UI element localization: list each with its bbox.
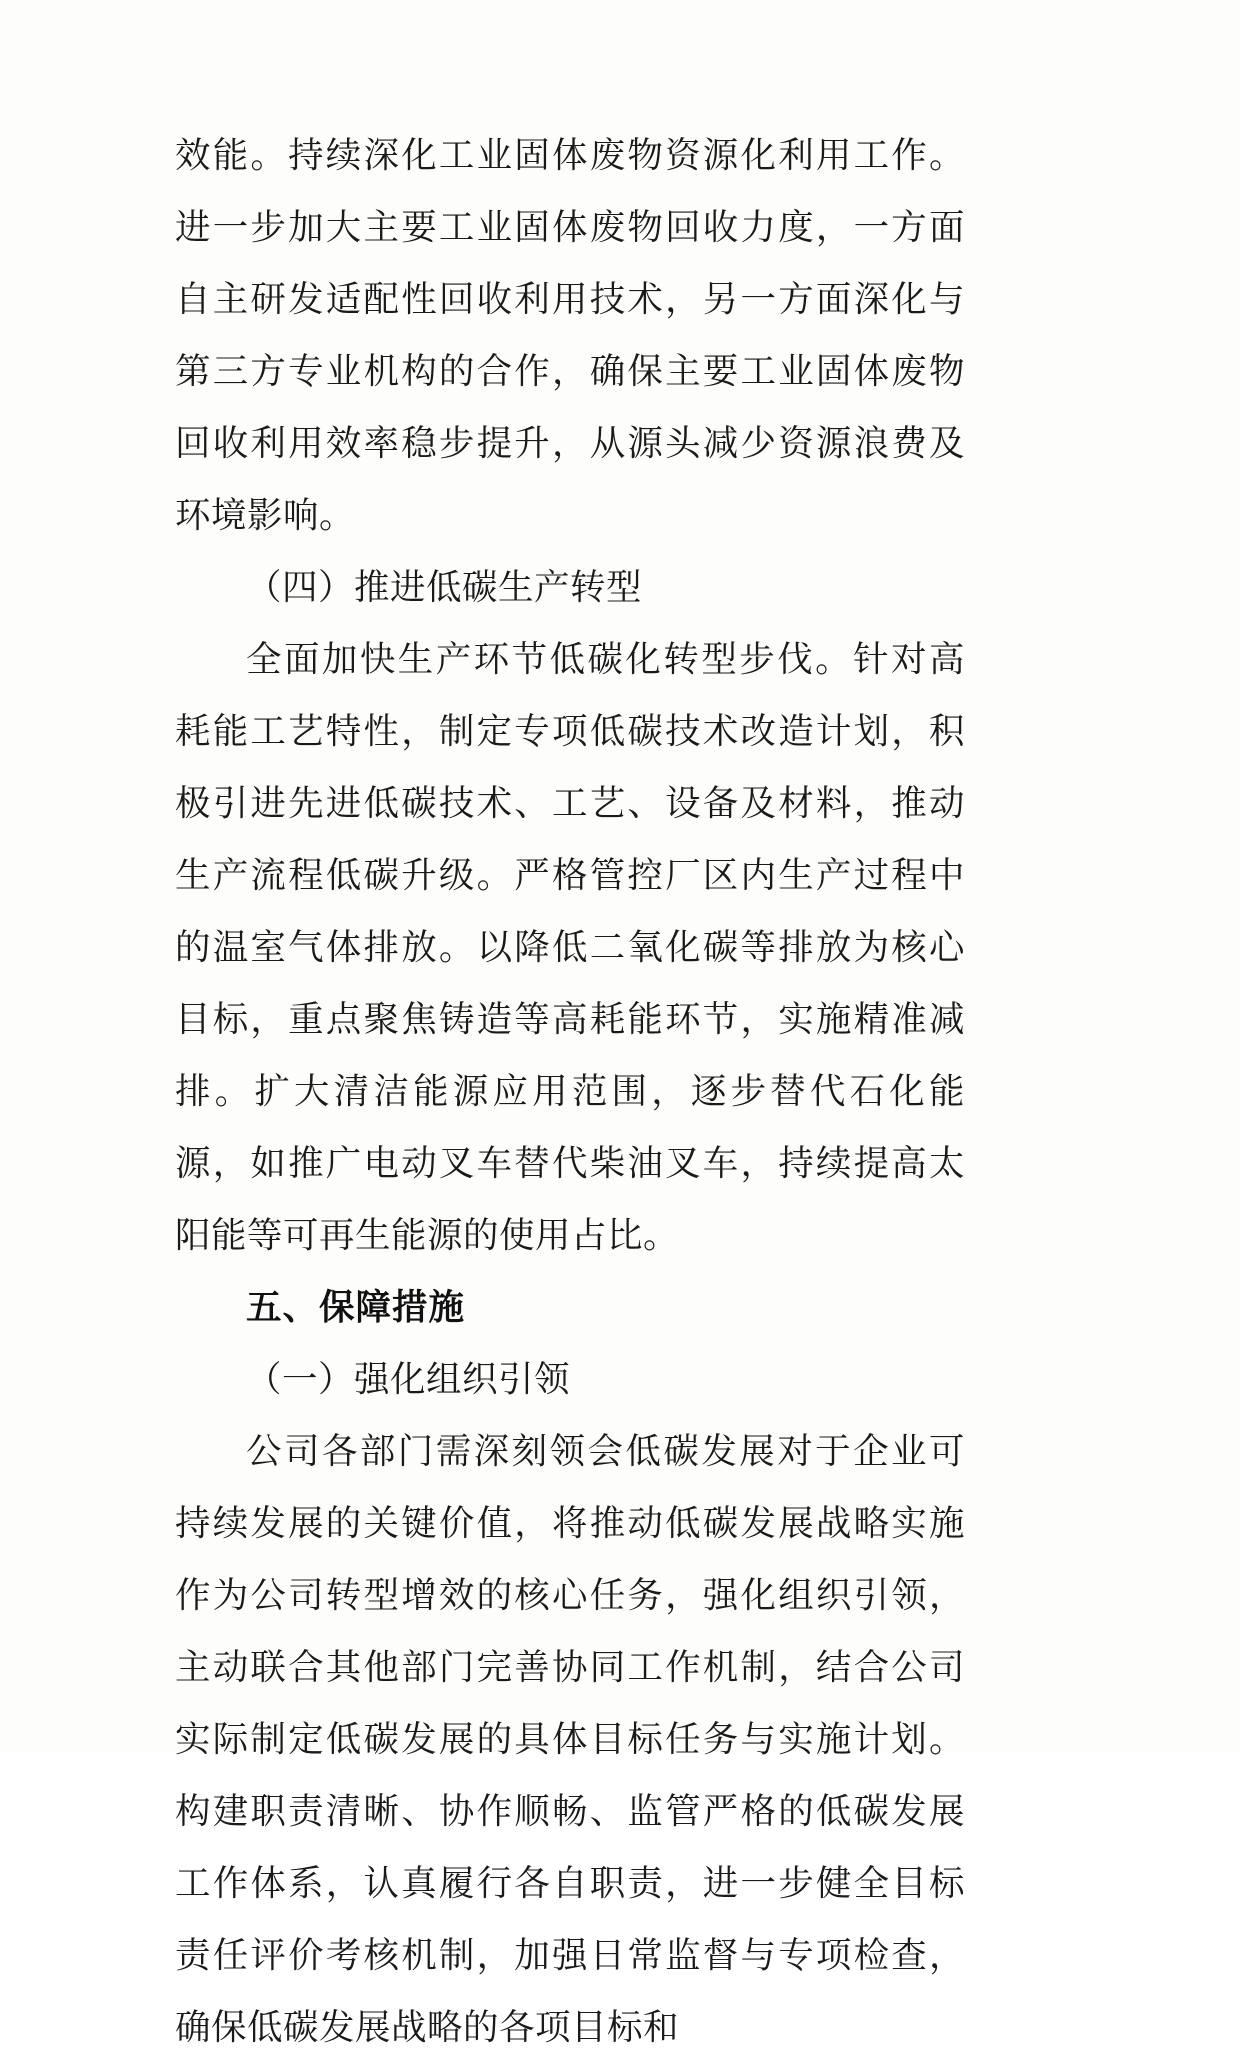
document-body [175,120,965,2064]
heading-section-five: 五、保障措施 [246,1287,466,1328]
subheading-low-carbon-production: （四）推进低碳生产转型 [246,567,643,608]
paragraph-low-carbon-production: 全面加快生产环节低碳化转型步伐。针对高耗能工艺特性，制定专项低碳技术改造计划，积极引进先进低碳技术、工艺、设备及材料，推动生产流程低碳升级。严格管控厂区内生产过程中的温室气体排放。以降低二氧化碳等排放为核心目标，重点聚焦铸造等高耗能环节，实施精准减排。扩大清洁能源应用范围，逐步替代石化能源，如推广电动叉车替代柴油叉车，持续提高太阳能等可再生能源的使用占比。 [175,639,965,1256]
paragraph-strengthen-organization: 公司各部门需深刻领会低碳发展对于企业可持续发展的关键价值，将推动低碳发展战略实施作为公司转型增效的核心任务，强化组织引领，主动联合其他部门完善协同工作机制，结合公司实际制定低碳发展的具体目标任务与实施计划。构建职责清晰、协作顺畅、监管严格的低碳发展工作体系，认真履行各自职责，进一步健全目标责任评价考核机制，加强日常监督与专项检查，确保低碳发展战略的各项目标和 [175,1431,965,2048]
subheading-strengthen-organization: （一）强化组织引领 [246,1359,571,1400]
paragraph-solid-waste: 效能。持续深化工业固体废物资源化利用工作。进一步加大主要工业固体废物回收力度，一方面自主研发适配性回收利用技术，另一方面深化与第三方专业机构的合作，确保主要工业固体废物回收利用效率稳步提升，从源头减少资源浪费及环境影响。 [175,135,965,536]
